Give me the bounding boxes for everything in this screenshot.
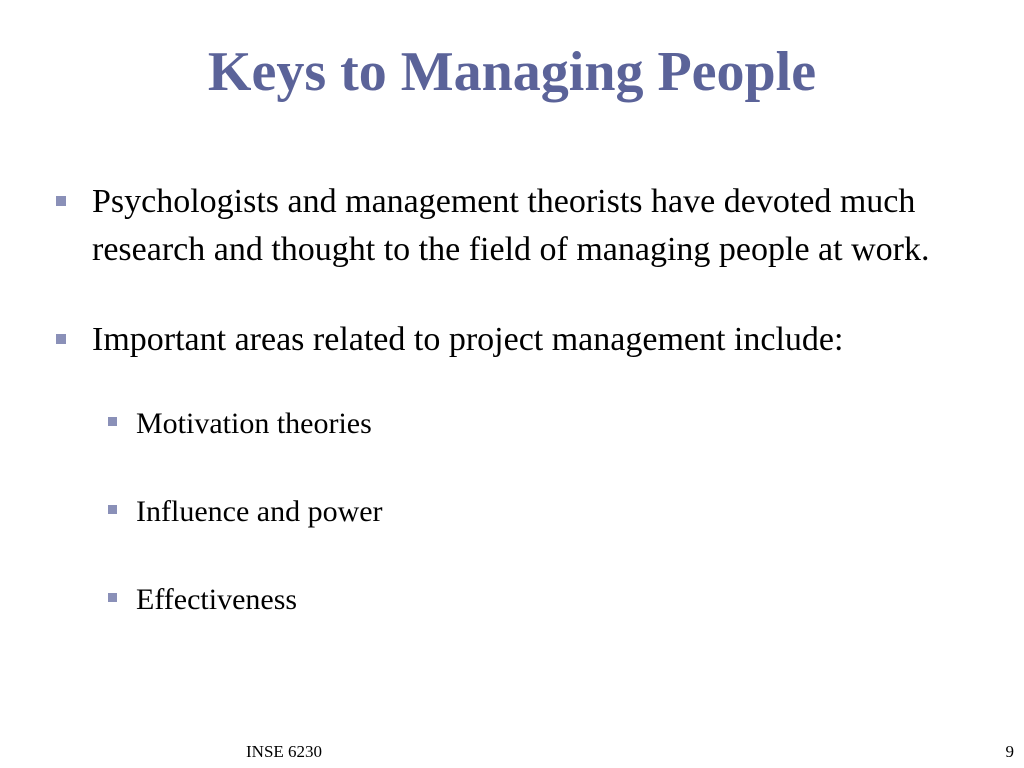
sub-bullet-text: Influence and power — [136, 495, 383, 528]
sub-bullet-item — [54, 580, 994, 620]
sub-bullet-item — [54, 404, 994, 444]
square-bullet-icon — [56, 196, 66, 206]
bullet-item — [54, 316, 994, 364]
slide-title: Keys to Managing People — [207, 41, 817, 103]
bullet-text: Important areas related to project management include: — [92, 321, 844, 358]
sub-bullet-text: Motivation theories — [136, 407, 372, 440]
bullet-item — [54, 178, 994, 274]
square-bullet-icon — [108, 593, 117, 602]
square-bullet-icon — [108, 505, 117, 514]
bullet-text: Psychologists and management theorists have devoted much research and thought to the field of managing people at work. — [92, 183, 930, 268]
page-number: 9 — [1005, 742, 1014, 761]
sub-bullet-text: Effectiveness — [136, 583, 298, 616]
sub-bullet-item — [54, 492, 994, 532]
square-bullet-icon — [108, 417, 117, 426]
bullet-list — [54, 178, 994, 620]
footer-course-label: INSE 6230 — [246, 742, 323, 761]
square-bullet-icon — [56, 334, 66, 344]
